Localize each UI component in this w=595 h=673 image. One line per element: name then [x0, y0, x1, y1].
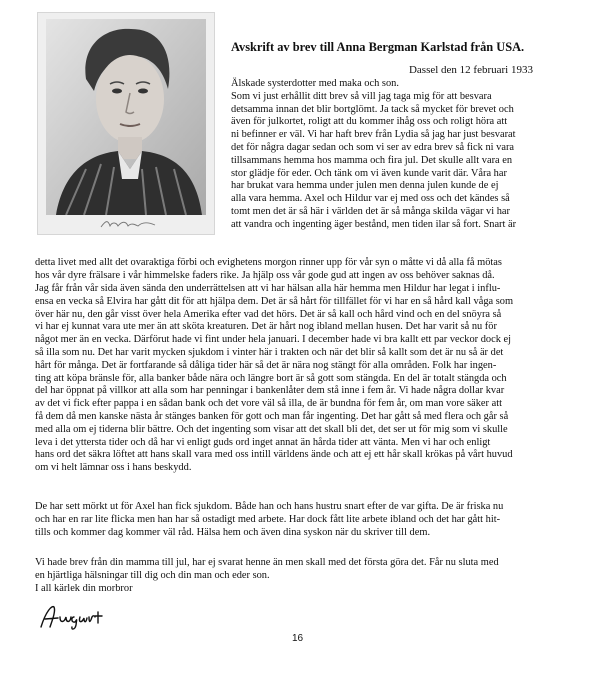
paragraph-2 [35, 283, 513, 475]
text-line: av det vi fick efter pappa i en sådan bank och det vore väl så illa, de är bundna för fem år, om man vore säker att [35, 398, 502, 410]
text-line: tomt men det är så här i världen det är så många skilda vägar vi har [231, 205, 510, 217]
text-line: ting att köpa bränsle för, alla banker både nära och längre bort är så gott som stängda. En del är totalt stängda och [35, 372, 507, 384]
text-line: så illa som nu. Det har varit mycken sjukdom i vinter här i trakten och när det blir så kallt som det är nu så är det [35, 346, 504, 358]
text-line: att vandra och ingenting äger bestånd, men tiden ilar så fort. Snart är [231, 218, 517, 230]
page-number: 16 [291, 633, 304, 644]
text-line: tillsammans hemma hos mamma och fira jul. Det skulle allt vara en [231, 154, 513, 166]
paragraph-4 [35, 557, 499, 595]
text-line: Älskade systerdotter med maka och son. [231, 78, 399, 89]
text-line: De har sett mörkt ut för Axel han fick sjukdom. Både han och hans hustru snart efter de var gifta. De är friska nu [35, 501, 504, 512]
text-line: detta livet med allt det ovaraktiga förbi och evighetens morgon rinner upp för vår syn o måtte vi då alla få mötas [35, 257, 502, 268]
text-line: del har öppnat på villkor att alla som har penningar i bankenlåter dem stå inne i fem år. Vi hade några dollar kvar [35, 385, 505, 397]
text-line: ni befinner er väl. Vi har haft brev från Lydia så jag har just besvarat [231, 129, 516, 141]
paragraph-1-right-column [231, 78, 516, 232]
text-line: Vi hade brev från din mamma till jul, har ej svarat henne än men skall med det första göra det. Får nu sluta med [35, 557, 499, 568]
text-line: leva i det yttersta tider och då har vi enligt guds ord inget annat än hårda tider att vänta. Men vi har och enligt [35, 436, 491, 448]
handwritten-signature [38, 603, 108, 631]
letter-dateline: Dassel den 12 februari 1933 [408, 64, 533, 76]
text-line: även för julkortet, roligt att du kommer ihåg oss och roligt höra att [231, 116, 508, 128]
text-line: om vi helt lämnar oss i hans beskydd. [35, 462, 192, 474]
paragraph-3 [35, 501, 503, 539]
text-line: Jag får från vår sida även sända den underrättelsen att vi har hälsan alla här hemma men Hildur har legat i influ- [35, 283, 501, 294]
text-line: det för några dagar sedan och som vi ser av edra brev så fick ni vara [231, 141, 515, 153]
text-line: alla vara hemma. Axel och Hildur var ej med oss och det kändes så [231, 193, 510, 205]
text-line: hårt för många. Det är fortfarande så dåliga tider här så det är nära nog stängt för alla områden. Folk har ingen- [35, 359, 497, 371]
portrait-image [46, 19, 206, 215]
photographer-signature [98, 218, 158, 230]
portrait-photo [37, 12, 215, 235]
text-line: hos vår dyre frälsare i vår himmelske faders rike. Ja hjälp oss vår gode gud att ingen av oss behöver saknas då. [35, 269, 495, 281]
text-line: Som vi just erhållit ditt brev så vill jag taga mig för att besvara [231, 90, 492, 102]
text-line: och har en rar lite flicka men han har så ostadigt med arbete. Har dock fått lite arbete ibland och det har gått hit- [35, 513, 501, 525]
text-line: tills och kommer dag kommer väl råd. Hälsa hem och även dina syskon när du skriver till dem. [35, 526, 431, 538]
text-line: över här nu, den går visst över hela Amerika efter vad det hörs. Det är så kall och hård vind och en del snöyra så [35, 308, 502, 320]
text-line: har brukat vara hemma under julen men denna julen kunde de ej [231, 180, 499, 192]
text-line: något mer än en vecka. Därförut hade vi fint under hela januari. I december hade vi bra kallt ett par veckor dock ej [35, 334, 512, 346]
closing-line: I all kärlek din morbror [35, 582, 133, 594]
letter-title: Avskrift av brev till Anna Bergman Karlstad från USA. [231, 40, 525, 54]
text-line: hans ord det säkra löftet att hans skall vara med oss intill världens ände och att ej ett hår skall krökas på vårt huvud [35, 449, 513, 461]
paragraph-1-full-width [35, 257, 502, 283]
text-line: en hjärtliga hälsningar till dig och din man och eder son. [35, 569, 270, 581]
text-line: med alla om ej tiderna blir bättre. Och det ingenting som visar att det skall bli det, det ser ut för mig som vi skulle [35, 423, 508, 435]
text-line: ensa en vecka så Elvira har gått dit för att hjälpa dem. Det är så hårt för tillfället för vi har en så hård kall våga som [35, 295, 514, 307]
text-line: vi har ej kunnat vara ute mer än att sköta kreaturen. Det är hårt nog ibland mellan husen. Det har varit så nu för [35, 321, 497, 333]
text-line: stor glädje för eder. Och tänk om vi även kunde varit där. Våra har [231, 167, 507, 179]
text-line: detsamma innan det blir bortglömt. Ja tack så mycket för brevet och [231, 103, 514, 115]
text-line: få dem då men kanske nästa år stänges banken för gott och man får ingenting. Det har gått så med flera och går så [35, 410, 509, 422]
